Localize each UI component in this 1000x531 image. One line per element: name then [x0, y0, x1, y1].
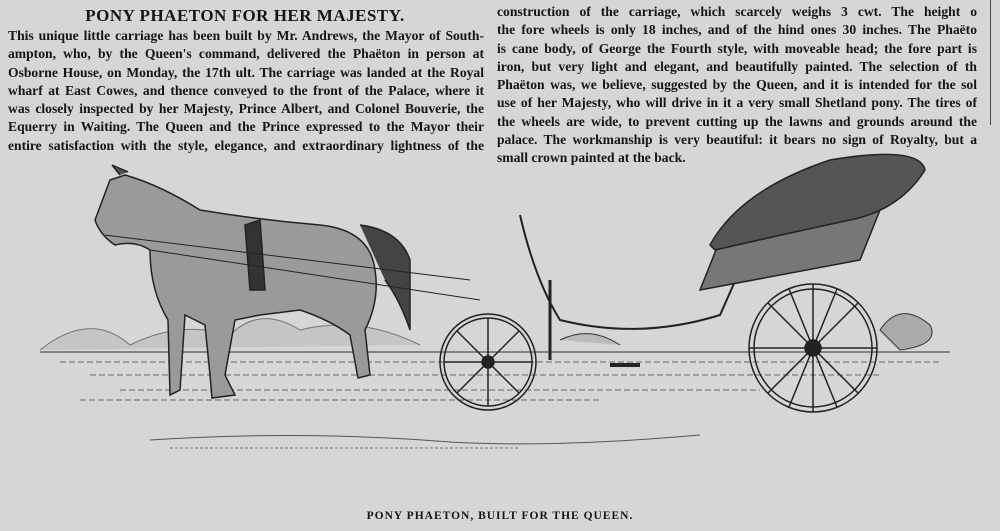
text-line: Osborne House, on Monday, the 17th ult. The carriage was landed at the Royal	[8, 64, 484, 80]
hind-wheel	[749, 284, 877, 412]
illustration-caption: PONY PHAETON, BUILT FOR THE QUEEN.	[366, 510, 634, 522]
engraving-pony-phaeton	[0, 130, 1000, 505]
text-line: This unique little carriage has been built by Mr. Andrews, the Mayor of South-	[8, 28, 484, 43]
article-title: PONY PHAETON FOR HER MAJESTY.	[85, 6, 405, 25]
text-line: use of her Majesty, who will drive in it a very small Shetland pony. The tires of	[497, 95, 977, 111]
text-line: Equerry in Waiting. The Queen and the Prince expressed to the Mayor their	[8, 119, 484, 135]
column-rule	[990, 0, 991, 125]
text-line: ampton, who, by the Queen's command, delivered the Phaëton in person at	[8, 46, 484, 62]
text-line: entire satisfaction with the style, elegance, and extraordinary lightness of the	[8, 137, 484, 153]
text-line: the wheels are wide, to prevent cutting up the lawns and grounds around the	[497, 113, 977, 129]
text-line: palace. The workmanship is very beautiful: it bears no sign of Royalty, but a	[497, 132, 977, 148]
fore-wheel	[440, 314, 536, 410]
text-line: Phaëton was, we believe, suggested by the Queen, and it is intended for the sol	[497, 77, 977, 93]
text-line: was closely inspected by her Majesty, Prince Albert, and Colonel Bouverie, the	[8, 101, 484, 117]
text-line: construction of the carriage, which scarcely weighs 3 cwt. The height o	[497, 4, 977, 19]
text-line: is cane body, of George the Fourth style, with moveable head; the fore part is	[497, 40, 977, 56]
text-line: the fore wheels is only 18 inches, and of the hind ones 30 inches. The Phaëto	[497, 22, 977, 38]
text-line: small crown painted at the back.	[497, 150, 686, 166]
text-line: wharf at East Cowes, and thence conveyed to the front of the Palace, where it	[8, 82, 484, 98]
pony	[95, 165, 410, 398]
text-line: iron, but very light and elegant, and beautifully painted. The selection of th	[497, 58, 977, 74]
